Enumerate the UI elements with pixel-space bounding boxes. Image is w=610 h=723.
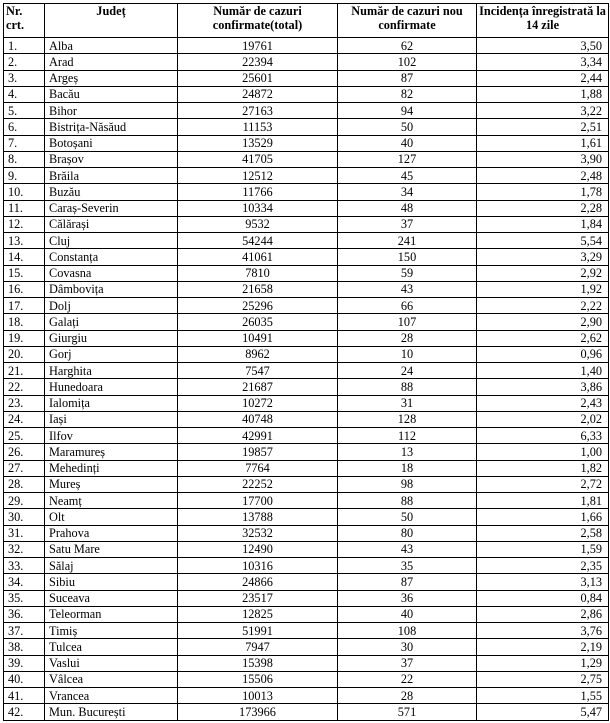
cell-new-cases: 50	[338, 119, 477, 135]
cell-total-cases: 10272	[178, 395, 338, 411]
cell-new-cases: 88	[338, 379, 477, 395]
cell-nr: 26.	[4, 444, 45, 460]
cell-total-cases: 19761	[178, 38, 338, 54]
cell-nr: 17.	[4, 298, 45, 314]
cell-judet: Sibiu	[45, 574, 178, 590]
cell-nr: 2.	[4, 54, 45, 70]
table-row	[4, 395, 609, 411]
cell-judet: Alba	[45, 38, 178, 54]
cell-new-cases: 31	[338, 395, 477, 411]
cell-total-cases: 51991	[178, 623, 338, 639]
cell-judet: Dâmbovița	[45, 281, 178, 297]
cell-judet: Bacău	[45, 86, 178, 102]
cell-new-cases: 94	[338, 103, 477, 119]
cell-nr: 22.	[4, 379, 45, 395]
cell-new-cases: 40	[338, 135, 477, 151]
cell-judet: Argeș	[45, 70, 178, 86]
table-row	[4, 135, 609, 151]
cell-incidence: 2,43	[477, 395, 609, 411]
cell-total-cases: 9532	[178, 216, 338, 232]
cell-nr: 21.	[4, 363, 45, 379]
cell-nr: 16.	[4, 281, 45, 297]
cell-judet: Buzău	[45, 184, 178, 200]
cell-new-cases: 40	[338, 606, 477, 622]
header-judet: Județ	[45, 4, 178, 38]
cell-incidence: 2,90	[477, 314, 609, 330]
cell-total-cases: 26035	[178, 314, 338, 330]
cell-new-cases: 128	[338, 411, 477, 427]
cell-incidence: 2,19	[477, 639, 609, 655]
cell-incidence: 1,29	[477, 655, 609, 671]
cell-new-cases: 241	[338, 233, 477, 249]
cell-total-cases: 24872	[178, 86, 338, 102]
cell-new-cases: 28	[338, 330, 477, 346]
table-row	[4, 233, 609, 249]
cell-incidence: 3,13	[477, 574, 609, 590]
table-row	[4, 590, 609, 606]
cell-new-cases: 45	[338, 168, 477, 184]
table-row	[4, 363, 609, 379]
cell-total-cases: 24866	[178, 574, 338, 590]
table-row	[4, 541, 609, 557]
cell-nr: 24.	[4, 411, 45, 427]
cell-judet: Mun. București	[45, 704, 178, 720]
cell-new-cases: 30	[338, 639, 477, 655]
cell-judet: Suceava	[45, 590, 178, 606]
table-row	[4, 151, 609, 167]
cell-nr: 19.	[4, 330, 45, 346]
table-row	[4, 671, 609, 687]
cell-total-cases: 25601	[178, 70, 338, 86]
cell-incidence: 2,48	[477, 168, 609, 184]
cell-new-cases: 28	[338, 688, 477, 704]
cell-judet: Covasna	[45, 265, 178, 281]
table-row	[4, 639, 609, 655]
cell-incidence: 2,62	[477, 330, 609, 346]
cell-incidence: 6,33	[477, 428, 609, 444]
cell-nr: 9.	[4, 168, 45, 184]
cell-nr: 27.	[4, 460, 45, 476]
cell-incidence: 2,35	[477, 558, 609, 574]
cell-incidence: 1,92	[477, 281, 609, 297]
cell-new-cases: 88	[338, 493, 477, 509]
cell-nr: 41.	[4, 688, 45, 704]
cell-incidence: 5,54	[477, 233, 609, 249]
cell-total-cases: 15398	[178, 655, 338, 671]
cell-judet: Timiș	[45, 623, 178, 639]
table-row	[4, 606, 609, 622]
table-row	[4, 623, 609, 639]
cell-judet: Brăila	[45, 168, 178, 184]
cell-total-cases: 41061	[178, 249, 338, 265]
cell-nr: 28.	[4, 476, 45, 492]
cell-total-cases: 12490	[178, 541, 338, 557]
table-row	[4, 688, 609, 704]
cell-judet: Cluj	[45, 233, 178, 249]
cell-new-cases: 107	[338, 314, 477, 330]
cell-total-cases: 7547	[178, 363, 338, 379]
cell-judet: Arad	[45, 54, 178, 70]
table-row	[4, 184, 609, 200]
table-row	[4, 298, 609, 314]
cell-judet: Tulcea	[45, 639, 178, 655]
cell-new-cases: 43	[338, 281, 477, 297]
table-row	[4, 200, 609, 216]
cell-total-cases: 19857	[178, 444, 338, 460]
cell-new-cases: 127	[338, 151, 477, 167]
cases-by-county-table	[3, 3, 609, 721]
cell-nr: 40.	[4, 671, 45, 687]
table-row	[4, 428, 609, 444]
cell-new-cases: 108	[338, 623, 477, 639]
cell-nr: 3.	[4, 70, 45, 86]
cell-nr: 33.	[4, 558, 45, 574]
header-incidence: Incidența înregistrată la 14 zile	[477, 4, 609, 38]
cell-nr: 11.	[4, 200, 45, 216]
cell-incidence: 2,51	[477, 119, 609, 135]
cell-nr: 10.	[4, 184, 45, 200]
table-row	[4, 249, 609, 265]
table-row	[4, 558, 609, 574]
cell-incidence: 3,76	[477, 623, 609, 639]
cell-judet: Vaslui	[45, 655, 178, 671]
cell-new-cases: 102	[338, 54, 477, 70]
cell-incidence: 1,40	[477, 363, 609, 379]
cell-incidence: 3,34	[477, 54, 609, 70]
table-row	[4, 216, 609, 232]
table-row	[4, 379, 609, 395]
table-row	[4, 525, 609, 541]
cell-judet: Botoșani	[45, 135, 178, 151]
cell-nr: 6.	[4, 119, 45, 135]
cell-total-cases: 25296	[178, 298, 338, 314]
cell-total-cases: 10013	[178, 688, 338, 704]
cell-nr: 42.	[4, 704, 45, 720]
cell-incidence: 1,88	[477, 86, 609, 102]
cell-total-cases: 42991	[178, 428, 338, 444]
cell-judet: Maramureș	[45, 444, 178, 460]
cell-incidence: 1,78	[477, 184, 609, 200]
table-row	[4, 86, 609, 102]
cell-nr: 5.	[4, 103, 45, 119]
cell-total-cases: 7764	[178, 460, 338, 476]
cell-nr: 37.	[4, 623, 45, 639]
cell-incidence: 1,61	[477, 135, 609, 151]
table-row	[4, 411, 609, 427]
cell-incidence: 5,47	[477, 704, 609, 720]
table-row	[4, 574, 609, 590]
cell-incidence: 2,44	[477, 70, 609, 86]
cell-total-cases: 54244	[178, 233, 338, 249]
cell-nr: 20.	[4, 346, 45, 362]
cell-nr: 8.	[4, 151, 45, 167]
cell-new-cases: 48	[338, 200, 477, 216]
cell-judet: Ialomița	[45, 395, 178, 411]
cell-total-cases: 10316	[178, 558, 338, 574]
cases-table-container	[3, 3, 609, 721]
table-row	[4, 38, 609, 54]
cell-incidence: 1,00	[477, 444, 609, 460]
cell-incidence: 3,50	[477, 38, 609, 54]
cell-new-cases: 24	[338, 363, 477, 379]
cell-judet: Harghita	[45, 363, 178, 379]
cell-total-cases: 7947	[178, 639, 338, 655]
cell-total-cases: 15506	[178, 671, 338, 687]
cell-judet: Bihor	[45, 103, 178, 119]
cell-new-cases: 13	[338, 444, 477, 460]
cell-total-cases: 21658	[178, 281, 338, 297]
cell-new-cases: 98	[338, 476, 477, 492]
cell-total-cases: 12512	[178, 168, 338, 184]
cell-total-cases: 7810	[178, 265, 338, 281]
table-row	[4, 346, 609, 362]
cell-judet: Giurgiu	[45, 330, 178, 346]
cell-new-cases: 37	[338, 216, 477, 232]
cell-incidence: 2,92	[477, 265, 609, 281]
table-row	[4, 103, 609, 119]
table-row	[4, 168, 609, 184]
cell-incidence: 2,72	[477, 476, 609, 492]
cell-judet: Galați	[45, 314, 178, 330]
cell-nr: 30.	[4, 509, 45, 525]
cell-nr: 35.	[4, 590, 45, 606]
cell-nr: 32.	[4, 541, 45, 557]
cell-incidence: 3,29	[477, 249, 609, 265]
cell-total-cases: 17700	[178, 493, 338, 509]
table-row	[4, 460, 609, 476]
cell-new-cases: 59	[338, 265, 477, 281]
cell-incidence: 1,66	[477, 509, 609, 525]
table-row	[4, 476, 609, 492]
cell-incidence: 3,22	[477, 103, 609, 119]
table-row	[4, 509, 609, 525]
table-body	[4, 38, 609, 721]
cell-judet: Olt	[45, 509, 178, 525]
cell-total-cases: 11766	[178, 184, 338, 200]
cell-incidence: 1,59	[477, 541, 609, 557]
cell-nr: 29.	[4, 493, 45, 509]
cell-nr: 1.	[4, 38, 45, 54]
cell-incidence: 2,58	[477, 525, 609, 541]
cell-new-cases: 22	[338, 671, 477, 687]
cell-new-cases: 87	[338, 70, 477, 86]
table-row	[4, 281, 609, 297]
cell-total-cases: 173966	[178, 704, 338, 720]
cell-total-cases: 10334	[178, 200, 338, 216]
table-row	[4, 704, 609, 720]
cell-incidence: 1,81	[477, 493, 609, 509]
cell-incidence: 2,28	[477, 200, 609, 216]
cell-new-cases: 36	[338, 590, 477, 606]
cell-judet: Iași	[45, 411, 178, 427]
cell-nr: 34.	[4, 574, 45, 590]
cell-incidence: 2,86	[477, 606, 609, 622]
cell-total-cases: 10491	[178, 330, 338, 346]
cell-incidence: 2,75	[477, 671, 609, 687]
cell-incidence: 3,86	[477, 379, 609, 395]
header-new-cases: Număr de cazuri nou confirmate	[338, 4, 477, 38]
cell-total-cases: 32532	[178, 525, 338, 541]
cell-total-cases: 13529	[178, 135, 338, 151]
cell-new-cases: 10	[338, 346, 477, 362]
cell-nr: 25.	[4, 428, 45, 444]
cell-judet: Satu Mare	[45, 541, 178, 557]
table-header-row	[4, 4, 609, 38]
cell-judet: Vâlcea	[45, 671, 178, 687]
cell-nr: 38.	[4, 639, 45, 655]
cell-nr: 36.	[4, 606, 45, 622]
cell-incidence: 2,02	[477, 411, 609, 427]
cell-judet: Gorj	[45, 346, 178, 362]
cell-incidence: 3,90	[477, 151, 609, 167]
cell-nr: 23.	[4, 395, 45, 411]
cell-new-cases: 66	[338, 298, 477, 314]
cell-incidence: 2,22	[477, 298, 609, 314]
table-row	[4, 314, 609, 330]
table-row	[4, 493, 609, 509]
cell-incidence: 1,84	[477, 216, 609, 232]
cell-total-cases: 21687	[178, 379, 338, 395]
table-row	[4, 265, 609, 281]
cell-total-cases: 27163	[178, 103, 338, 119]
cell-judet: Prahova	[45, 525, 178, 541]
cell-incidence: 0,84	[477, 590, 609, 606]
cell-new-cases: 112	[338, 428, 477, 444]
cell-total-cases: 22252	[178, 476, 338, 492]
header-total-cases: Număr de cazuri confirmate(total)	[178, 4, 338, 38]
cell-nr: 4.	[4, 86, 45, 102]
table-row	[4, 70, 609, 86]
cell-judet: Sălaj	[45, 558, 178, 574]
cell-incidence: 0,96	[477, 346, 609, 362]
cell-judet: Bistrița-Năsăud	[45, 119, 178, 135]
cell-incidence: 1,82	[477, 460, 609, 476]
cell-total-cases: 22394	[178, 54, 338, 70]
cell-total-cases: 23517	[178, 590, 338, 606]
cell-new-cases: 35	[338, 558, 477, 574]
cell-new-cases: 18	[338, 460, 477, 476]
cell-new-cases: 34	[338, 184, 477, 200]
cell-new-cases: 62	[338, 38, 477, 54]
cell-total-cases: 40748	[178, 411, 338, 427]
cell-new-cases: 87	[338, 574, 477, 590]
cell-judet: Vrancea	[45, 688, 178, 704]
cell-new-cases: 80	[338, 525, 477, 541]
cell-new-cases: 150	[338, 249, 477, 265]
cell-nr: 14.	[4, 249, 45, 265]
cell-nr: 15.	[4, 265, 45, 281]
cell-judet: Constanța	[45, 249, 178, 265]
table-row	[4, 330, 609, 346]
cell-judet: Călărași	[45, 216, 178, 232]
cell-total-cases: 13788	[178, 509, 338, 525]
cell-judet: Brașov	[45, 151, 178, 167]
table-row	[4, 444, 609, 460]
cell-judet: Dolj	[45, 298, 178, 314]
cell-judet: Ilfov	[45, 428, 178, 444]
cell-judet: Hunedoara	[45, 379, 178, 395]
cell-judet: Mureș	[45, 476, 178, 492]
cell-nr: 13.	[4, 233, 45, 249]
cell-judet: Neamț	[45, 493, 178, 509]
table-row	[4, 54, 609, 70]
header-nr-crt: Nr. crt.	[4, 4, 45, 38]
cell-new-cases: 37	[338, 655, 477, 671]
cell-total-cases: 41705	[178, 151, 338, 167]
cell-nr: 12.	[4, 216, 45, 232]
cell-nr: 31.	[4, 525, 45, 541]
cell-total-cases: 12825	[178, 606, 338, 622]
cell-judet: Mehedinți	[45, 460, 178, 476]
cell-nr: 18.	[4, 314, 45, 330]
cell-nr: 39.	[4, 655, 45, 671]
cell-judet: Teleorman	[45, 606, 178, 622]
cell-new-cases: 82	[338, 86, 477, 102]
cell-nr: 7.	[4, 135, 45, 151]
cell-total-cases: 8962	[178, 346, 338, 362]
cell-new-cases: 43	[338, 541, 477, 557]
cell-judet: Caraș-Severin	[45, 200, 178, 216]
table-row	[4, 655, 609, 671]
cell-total-cases: 11153	[178, 119, 338, 135]
cell-new-cases: 50	[338, 509, 477, 525]
cell-new-cases: 571	[338, 704, 477, 720]
cell-incidence: 1,55	[477, 688, 609, 704]
table-row	[4, 119, 609, 135]
